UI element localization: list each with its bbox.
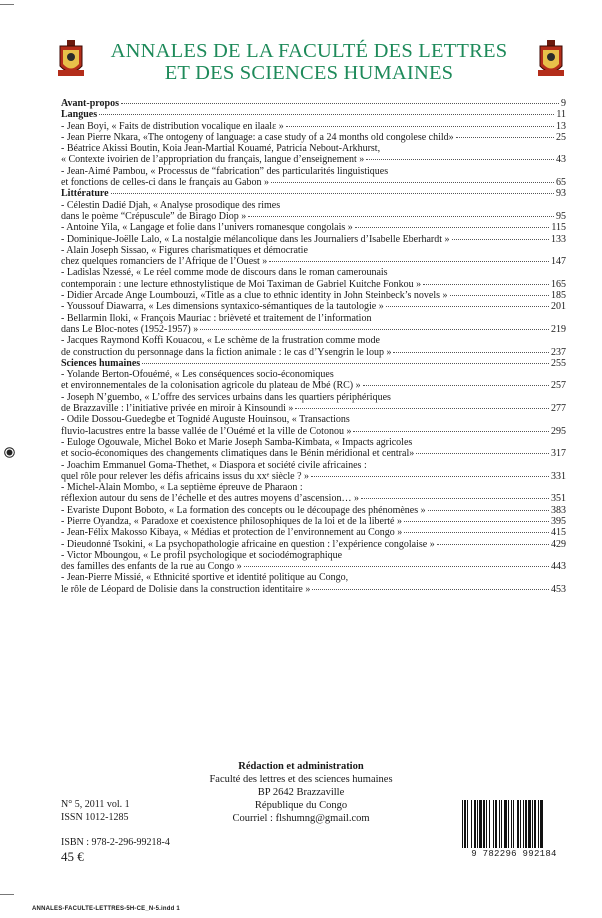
toc-entry-title: - Jean-Félix Makosso Kibaya, « Médias et protection de l’environnement au Congo »	[61, 527, 403, 539]
editorial-line: République du Congo	[254, 800, 348, 811]
toc-entries-langues	[61, 121, 566, 189]
toc-entry-page: 185	[551, 290, 566, 302]
toc-entry	[61, 177, 566, 188]
toc-entry-line: - Yolande Berton-Ofouémé, « Les conséquences socio-économiques	[61, 369, 334, 381]
toc-entry-title: dans le poème “Crépuscule” de Birago Diop »	[61, 210, 247, 222]
toc-entry-page: 165	[551, 278, 566, 290]
toc-entry	[61, 290, 566, 301]
barcode-number: 9 782296 992184	[471, 849, 557, 859]
editorial-heading: Rédaction et administration	[238, 761, 364, 772]
toc-entry-line: - Euloge Ogouwale, Michel Boko et Marie Joseph Samba-Kimbata, « Impacts agricoles	[61, 436, 413, 448]
isbn: ISBN : 978-2-296-99218-4	[61, 837, 170, 848]
toc-entry	[61, 301, 566, 312]
crop-mark	[0, 894, 14, 895]
toc-entry-page: 201	[551, 301, 566, 313]
toc-entry	[61, 527, 566, 538]
toc-entry-title: fluvio-lacustres entre la basse vallée de l’Ouémé et la ville de Cotonou »	[61, 425, 352, 437]
toc-entry-page: 219	[551, 323, 566, 335]
toc-entry-page: 237	[551, 346, 566, 358]
toc-entry	[61, 347, 566, 358]
toc-entry-title: - Pierre Oyandza, « Paradoxe et coexistence philosophiques de la loi et de la liberté »	[61, 515, 402, 527]
toc-entry-page: 95	[556, 210, 566, 222]
toc-entry	[61, 516, 566, 527]
toc-entry-line: - Ladislas Nzessé, « Le réel comme mode de discours dans le roman camerounais	[61, 267, 388, 279]
toc-entry-page: 453	[551, 583, 566, 595]
toc-entry-title: - Jean Pierre Nkara, «The ontogeny of language: a case study of a 24 months old congolese child»	[61, 131, 454, 143]
toc-section-litterature: Littérature 93	[61, 188, 566, 200]
toc-entry-line: - Joseph N’guembo, « L’offre des services urbains dans les quartiers périphériques	[61, 391, 391, 403]
editorial-line: Faculté des lettres et des sciences humaines	[209, 774, 393, 785]
toc-entry	[61, 154, 566, 165]
barcode-bars	[462, 800, 566, 848]
toc-entries-litterature	[61, 200, 566, 358]
toc-entries-sciences	[61, 369, 566, 595]
toc-entry-page: 25	[556, 131, 566, 143]
toc-entry-page: 383	[551, 504, 566, 516]
issue-info	[61, 798, 130, 824]
journal-title-line2: ET DES SCIENCES HUMAINES	[164, 62, 454, 84]
toc-entry	[61, 132, 566, 143]
toc-entry	[61, 211, 566, 222]
toc-entry	[61, 279, 566, 290]
toc-entry-line: - Jacques Raymond Koffi Kouacou, « Le schème de la frustration comme mode	[61, 335, 380, 347]
toc-entry-line: - Alain Joseph Sissao, « Figures charismatiques et démocratie	[61, 244, 308, 256]
toc-section-sciences-humaines: Sciences humaines 255	[61, 357, 566, 369]
toc-entry-title: et environnementales de la colonisation agricole du plateau de Mbé (RC) »	[61, 380, 361, 392]
toc-entry	[61, 584, 566, 595]
barcode	[462, 800, 566, 860]
toc-entry	[61, 256, 566, 267]
university-crest-icon	[58, 40, 84, 80]
registration-mark-icon	[4, 447, 15, 458]
toc-entry-page: 277	[551, 403, 566, 415]
toc-entry-title: des familles des enfants de la rue au Congo »	[61, 561, 242, 573]
toc-entry	[61, 403, 566, 414]
toc-entry	[61, 471, 566, 482]
toc-entry-title: de construction du personnage dans la fiction animale : le cas d’Ysengrin le loup »	[61, 346, 392, 358]
toc-entry-page: 147	[551, 256, 566, 268]
toc-entry	[61, 448, 566, 459]
toc-entry	[61, 505, 566, 516]
toc-entry-title: le rôle de Léopard de Dolisie dans la construction identitaire »	[61, 583, 311, 595]
toc-entry-line: - Victor Mboungou, « Le profil psychologique et sociodémographique	[61, 549, 343, 561]
toc-entry-page: 295	[551, 425, 566, 437]
toc-entry-page: 395	[551, 515, 566, 527]
toc-entry-line: - Bellarmin Iloki, « François Mauriac : brièveté et traitement de l’information	[61, 312, 372, 324]
toc-entry-line: - Jean-Pierre Missié, « Ethnicité sportive et identité politique au Congo,	[61, 572, 349, 584]
toc-entry-title: et fonctions de celles-ci dans le français au Gabon »	[61, 177, 269, 189]
editorial-line: BP 2642 Brazzaville	[257, 787, 345, 798]
toc-entry-page: 43	[556, 154, 566, 166]
editorial-address	[190, 760, 412, 825]
toc-entry-line: - Joachim Emmanuel Goma-Thethet, « Diaspora et société civile africaines :	[61, 459, 367, 471]
toc-entry-title: chez quelques romanciers de l’Afrique de l’Ouest »	[61, 256, 268, 268]
toc-section-avant-propos: Avant-propos 9	[61, 98, 566, 109]
toc-entry-page: 115	[551, 222, 566, 234]
toc-entry-page: 429	[551, 538, 566, 550]
toc-entry-page: 351	[551, 493, 566, 505]
editorial-email: Courriel : flshumng@gmail.com	[232, 813, 370, 824]
toc-entry-line: - Célestin Dadié Djah, « Analyse prosodique des rimes	[61, 199, 281, 211]
toc-entry-page: 415	[551, 527, 566, 539]
toc-entry-line: - Odile Dossou-Guedegbe et Tognidé Auguste Houinsou, « Transactions	[61, 414, 350, 426]
toc-entry-title: dans Le Bloc-notes (1952-1957) »	[61, 323, 199, 335]
toc-entry-title: - Dominique-Joëlle Lalo, « La nostalgie mélancolique dans les Journaliers d’Isabelle Eberhardt »	[61, 233, 450, 245]
toc-entry-page: 317	[551, 448, 566, 460]
journal-title	[94, 40, 524, 84]
toc-entry-title: réflexion autour du sens de l’échelle et des autres moyens d’ascension… »	[61, 493, 359, 505]
toc-entry-line: - Michel-Alain Mombo, « La septième épreuve de Pharaon :	[61, 482, 303, 494]
toc-entry-page: 133	[551, 233, 566, 245]
toc-section-langues: Langues 11	[61, 109, 566, 121]
toc-entry-page: 13	[556, 120, 566, 132]
toc-entry	[61, 493, 566, 504]
toc-entry-title: de Brazzaville : l’initiative privée en miroir à Kinsoundi »	[61, 403, 294, 415]
toc-entry-line: - Béatrice Akissi Boutin, Koia Jean-Martial Kouamé, Patricia Nebout-Arkhurst,	[61, 143, 381, 155]
toc-entry	[61, 234, 566, 245]
toc-entry-page: 65	[556, 177, 566, 189]
issue-number: N° 5, 2011 vol. 1	[61, 799, 130, 810]
toc-entry	[61, 380, 566, 391]
toc-entry-title: et socio-économiques des changements climatiques dans le Bénin méridional et central»	[61, 448, 415, 460]
crop-mark	[0, 4, 14, 5]
toc-entry	[61, 121, 566, 132]
toc-entry-title: « Contexte ivoirien de l’appropriation du français, langue d’enseignement »	[61, 154, 365, 166]
journal-title-line1: ANNALES DE LA FACULTÉ DES LETTRES	[110, 40, 508, 62]
toc-entry-title: - Dieudonné Tsokini, « La psychopathologie africaine en question : l’expérience congolaise »	[61, 538, 435, 550]
print-slug: ANNALES-FACULTE-LETTRES-5H-CE_N-5.indd 1	[32, 906, 180, 912]
toc-entry	[61, 324, 566, 335]
toc-entry	[61, 426, 566, 437]
toc-entry-title: - Evariste Dupont Boboto, « La formation des concepts ou le découpage des phénomènes »	[61, 504, 426, 516]
toc-entry-title: - Youssouf Diawarra, « Les dimensions syntaxico-sémantiques de la tautologie »	[61, 301, 384, 313]
toc-entry-page: 443	[551, 561, 566, 573]
issn: ISSN 1012-1285	[61, 812, 129, 823]
toc-entry-title: - Didier Arcade Ange Loumbouzi, «Title as a clue to ethnic identity in John Steinbeck’s novels »	[61, 290, 448, 302]
price: 45 €	[61, 849, 84, 864]
toc-entry	[61, 539, 566, 550]
table-of-contents	[61, 98, 566, 595]
toc-entry-title: - Antoine Yila, « Langage et folie dans l’univers romanesque congolais »	[61, 222, 353, 234]
toc-entry	[61, 561, 566, 572]
toc-entry-page: 257	[551, 380, 566, 392]
toc-entry-title: quel rôle pour relever les défis africains issus du xxᵉ siècle ? »	[61, 470, 310, 482]
toc-entry-title: - Jean Boyi, « Faits de distribution vocalique en ilaalɛ »	[61, 120, 284, 132]
toc-entry	[61, 222, 566, 233]
toc-entry-line: - Jean-Aimé Pambou, « Processus de “fabrication” des particularités linguistiques	[61, 165, 389, 177]
toc-entry-page: 331	[551, 470, 566, 482]
university-crest-icon	[538, 40, 564, 80]
toc-entry-title: contemporain : une lecture ethnostylistique de Moi Taximan de Gabriel Kuitche Fonkou »	[61, 278, 422, 290]
